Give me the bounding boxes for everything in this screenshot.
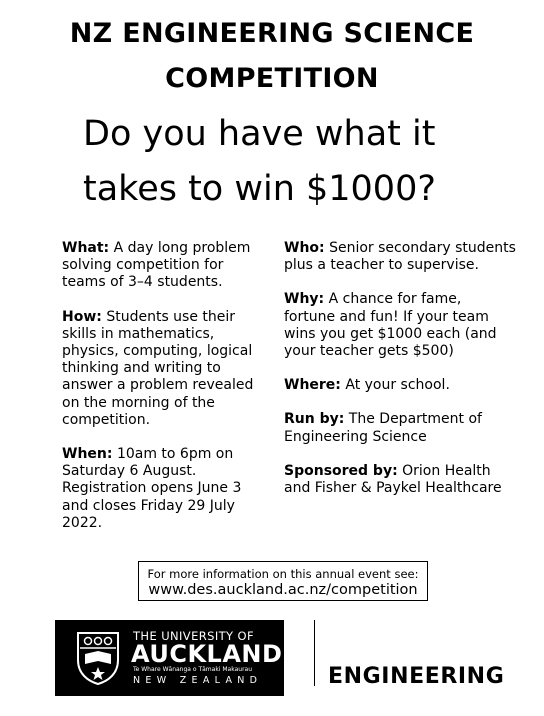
who-text: Senior secondary students plus a teacher to supervise. bbox=[284, 240, 516, 274]
logo-line-3: Te Whare Wānanga o Tāmaki Makaurau bbox=[133, 666, 253, 673]
sponsored-by-text: Orion Health and Fisher & Paykel Healthcare bbox=[284, 462, 502, 497]
how-text: Students use their skills in mathematics, physics, computing, logical thinking and writing to answer a problem revealed on the morning of the competition. bbox=[62, 308, 254, 428]
run-by-block bbox=[284, 411, 516, 445]
info-box bbox=[138, 561, 428, 601]
when-block bbox=[62, 446, 270, 532]
logo-line-4: NEW ZEALAND bbox=[133, 675, 263, 686]
who-block bbox=[284, 240, 516, 274]
title-line-1: NZ ENGINEERING SCIENCE bbox=[69, 18, 475, 49]
where-block bbox=[284, 377, 516, 394]
run-by-label: Run by: bbox=[284, 411, 345, 428]
when-label: When: bbox=[62, 446, 113, 463]
headline-line-1: Do you have what it bbox=[83, 114, 436, 154]
university-crest-icon bbox=[75, 630, 121, 686]
where-label: Where: bbox=[284, 377, 341, 394]
left-column bbox=[62, 240, 270, 532]
what-text: A day long problem solving competition for teams of 3–4 students. bbox=[62, 240, 251, 291]
why-label: Why: bbox=[284, 291, 325, 308]
info-url-link[interactable]: www.des.auckland.ac.nz/competition bbox=[148, 582, 418, 598]
what-block bbox=[62, 240, 270, 292]
info-note: For more information on this annual event see: bbox=[147, 567, 419, 581]
how-block bbox=[62, 309, 270, 429]
where-text: At your school. bbox=[345, 377, 450, 394]
faculty-name: ENGINEERING bbox=[328, 664, 505, 689]
who-label: Who: bbox=[284, 240, 325, 256]
how-label: How: bbox=[62, 308, 102, 325]
logo-divider bbox=[314, 620, 315, 686]
what-label: What: bbox=[62, 240, 110, 256]
headline-line-2: takes to win $1000? bbox=[83, 169, 436, 209]
when-text: 10am to 6pm on Saturday 6 August. Registration opens June 3 and closes Friday 29 July 2022. bbox=[62, 446, 242, 531]
run-by-text: The Department of Engineering Science bbox=[284, 411, 482, 445]
sponsored-by-label: Sponsored by: bbox=[284, 462, 398, 479]
right-column bbox=[284, 240, 516, 497]
title-line-2: COMPETITION bbox=[165, 63, 379, 94]
university-logo bbox=[55, 620, 284, 696]
logo-line-1: THE UNIVERSITY OF bbox=[133, 629, 254, 643]
logo-line-2: AUCKLAND bbox=[131, 640, 283, 668]
sponsored-by-block bbox=[284, 463, 516, 497]
why-block bbox=[284, 291, 516, 360]
why-text: A chance for fame, fortune and fun! If your team wins you get $1000 each (and your teacher gets $500) bbox=[284, 291, 497, 360]
